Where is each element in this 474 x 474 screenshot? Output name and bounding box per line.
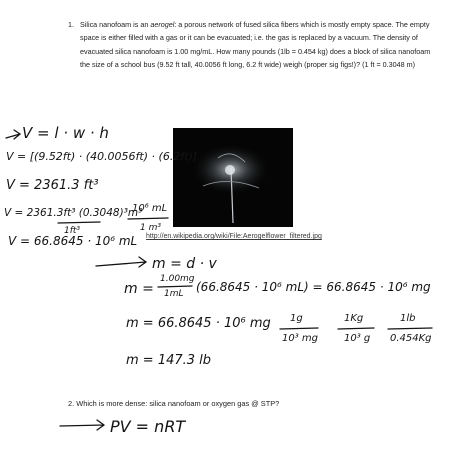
hw-mass-eq-mid: (66.8645 · 10⁶ mL) = 66.8645 · 10⁶ mg [196, 280, 431, 294]
hw-mass-conv-left: m = 66.8645 · 10⁶ mg [126, 316, 271, 331]
image-source-link[interactable]: http://en.wikipedia.org/wiki/File:Aerogelflower_filtered.jpg [146, 233, 322, 240]
hw-conv3-num: 1lb [400, 313, 416, 324]
hw-conv1-num: 1g [290, 313, 303, 324]
question-1-body: : a porous network of fused silica fibers which is mostly empty space. The empty space is either filled with a gas or it can be evacuated; i.e. the gas is replaced by a vacuum. The density of evacuated silica nanofoam is 1.00 mg/mL. How many pounds (1lb = 0.454 kg) does a block of silica nanofoam the size of a school bus (9.52 ft tall, 40.0056 ft long, 6.2 ft wide) weigh (proper sig figs!)? (1 ft = 0.3048 m) [80, 20, 431, 70]
question-2-text: Which is more dense: silica nanofoam or oxygen gas @ STP? [76, 399, 280, 408]
question-1-lead: Silica nanofoam is an [80, 20, 151, 29]
fraction-bar-density [158, 286, 192, 287]
hw-volume-convert-left: V = 2361.3ft³ (0.3048)³m³ [4, 207, 143, 219]
hw-volume-convert-den: 1ft³ [64, 226, 81, 236]
hw-volume-convert-mid-num: 10⁶ mL [132, 203, 168, 214]
arrow-ideal-gas [60, 420, 104, 430]
hw-volume-substitution: V = [(9.52ft) · (40.0056ft) · (6.2ft)] [6, 150, 198, 163]
fraction-bar-ft3 [58, 222, 100, 223]
hw-conv1-den: 10³ mg [282, 333, 319, 344]
question-2-number: 2. [68, 399, 75, 408]
hw-volume-ml: V = 66.8645 · 10⁶ mL [8, 234, 138, 248]
arrow-mass [96, 257, 146, 267]
hw-volume-formula: V = l · w · h [22, 124, 109, 142]
fraction-bar-lb [388, 328, 432, 329]
arrow-volume [6, 130, 20, 139]
question-1-number: 1. [68, 20, 74, 29]
hw-mass-frac-num: 1.00mg [160, 274, 195, 284]
hw-conv3-den: 0.454Kg [390, 333, 432, 344]
hw-mass-formula: m = d · v [152, 256, 217, 272]
hw-conv2-den: 10³ g [344, 333, 371, 344]
question-1-term: aerogel [150, 20, 175, 29]
fraction-bar-g [280, 328, 318, 329]
hw-conv2-num: 1Kg [344, 313, 364, 324]
hw-mass-frac-den: 1mL [164, 289, 184, 299]
hw-mass-result: m = 147.3 lb [126, 353, 212, 368]
hw-volume-convert-mid-den: 1 m³ [140, 223, 161, 233]
hw-ideal-gas: PV = nRT [110, 417, 186, 436]
hw-volume-ft3: V = 2361.3 ft³ [6, 178, 99, 193]
hw-mass-eq-left: m = [124, 281, 154, 297]
fraction-bar-kg [338, 328, 374, 329]
fraction-bar-m3 [128, 218, 168, 219]
